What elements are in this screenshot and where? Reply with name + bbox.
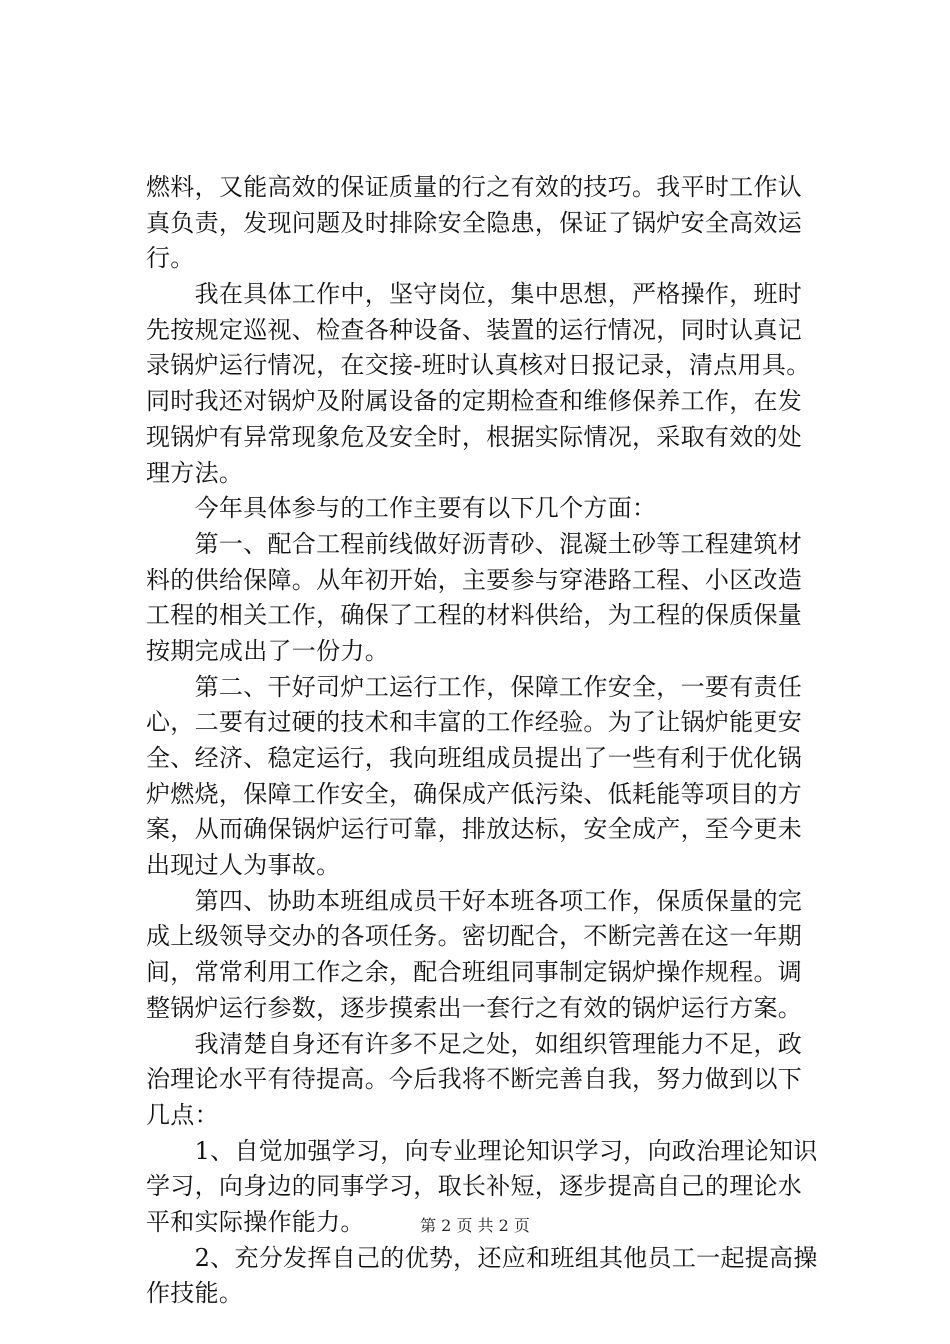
document-body xyxy=(146,170,818,1312)
text-line: 我清楚自身还有许多不足之处，如组织管理能力不足，政 xyxy=(146,1029,803,1058)
text-line: 料的供给保障。从年初开始，主要参与穿港路工程、小区改造 xyxy=(146,565,803,594)
text-line: 整锅炉运行参数，逐步摸索出一套行之有效的锅炉运行方案。 xyxy=(146,993,803,1022)
page-footer xyxy=(0,1216,950,1236)
text-line: 同时我还对锅炉及附属设备的定期检查和维修保养工作，在发 xyxy=(146,387,803,416)
text-line: 心，二要有过硬的技术和丰富的工作经验。为了让锅炉能更安 xyxy=(146,708,803,737)
text-line: 真负责，发现问题及时排除安全隐患，保证了锅炉安全高效运 xyxy=(146,208,803,237)
text-line: 我在具体工作中，坚守岗位，集中思想，严格操作，班时 xyxy=(146,280,803,309)
text-line: 炉燃烧，保障工作安全，确保成产低污染、低耗能等项目的方 xyxy=(146,779,803,808)
text-line: 理方法。 xyxy=(146,458,244,487)
text-line: 今年具体参与的工作主要有以下几个方面： xyxy=(146,494,657,523)
text-line: 治理论水平有待提高。今后我将不断完善自我，努力做到以下 xyxy=(146,1065,803,1094)
text-line: 平和实际操作能力。 xyxy=(146,1207,365,1236)
text-line: 1、自觉加强学习，向专业理论知识学习，向政治理论知识 xyxy=(146,1136,818,1165)
text-line: 工程的相关工作，确保了工程的材料供给，为工程的保质保量 xyxy=(146,601,803,630)
text-line: 出现过人为事故。 xyxy=(146,851,341,880)
page-number-label: 第 2 页 共 2 页 xyxy=(420,1216,530,1235)
text-line: 按期完成出了一份力。 xyxy=(146,636,389,665)
text-line: 第一、配合工程前线做好沥青砂、混凝土砂等工程建筑材 xyxy=(146,529,803,558)
text-line: 2、充分发挥自己的优势，还应和班组其他员工一起提高操 xyxy=(146,1243,818,1272)
text-line: 案，从而确保锅炉运行可靠，排放达标，安全成产，至今更未 xyxy=(146,815,803,844)
text-line: 行。 xyxy=(146,244,195,273)
text-line: 录锅炉运行情况，在交接-班时认真核对日报记录，清点用具。 xyxy=(146,351,811,380)
text-line: 学习，向身边的同事学习，取长补短，逐步提高自己的理论水 xyxy=(146,1172,803,1201)
text-line: 全、经济、稳定运行，我向班组成员提出了一些有利于优化锅 xyxy=(146,744,803,772)
text-line: 作技能。 xyxy=(146,1279,244,1308)
text-line: 燃料，又能高效的保证质量的行之有效的技巧。我平时工作认 xyxy=(146,173,803,201)
text-line: 第二、干好司炉工运行工作，保障工作安全，一要有责任 xyxy=(146,672,803,701)
text-line: 几点： xyxy=(146,1100,219,1129)
text-line: 成上级领导交办的各项任务。密切配合，不断完善在这一年期 xyxy=(146,922,803,951)
text-line: 先按规定巡视、检查各种设备、装置的运行情况，同时认真记 xyxy=(146,315,803,344)
text-line: 间，常常利用工作之余，配合班组同事制定锅炉操作规程。调 xyxy=(146,958,803,987)
text-line: 第四、协助本班组成员干好本班各项工作，保质保量的完 xyxy=(146,886,803,915)
text-line: 现锅炉有异常现象危及安全时，根据实际情况，采取有效的处 xyxy=(146,422,803,451)
